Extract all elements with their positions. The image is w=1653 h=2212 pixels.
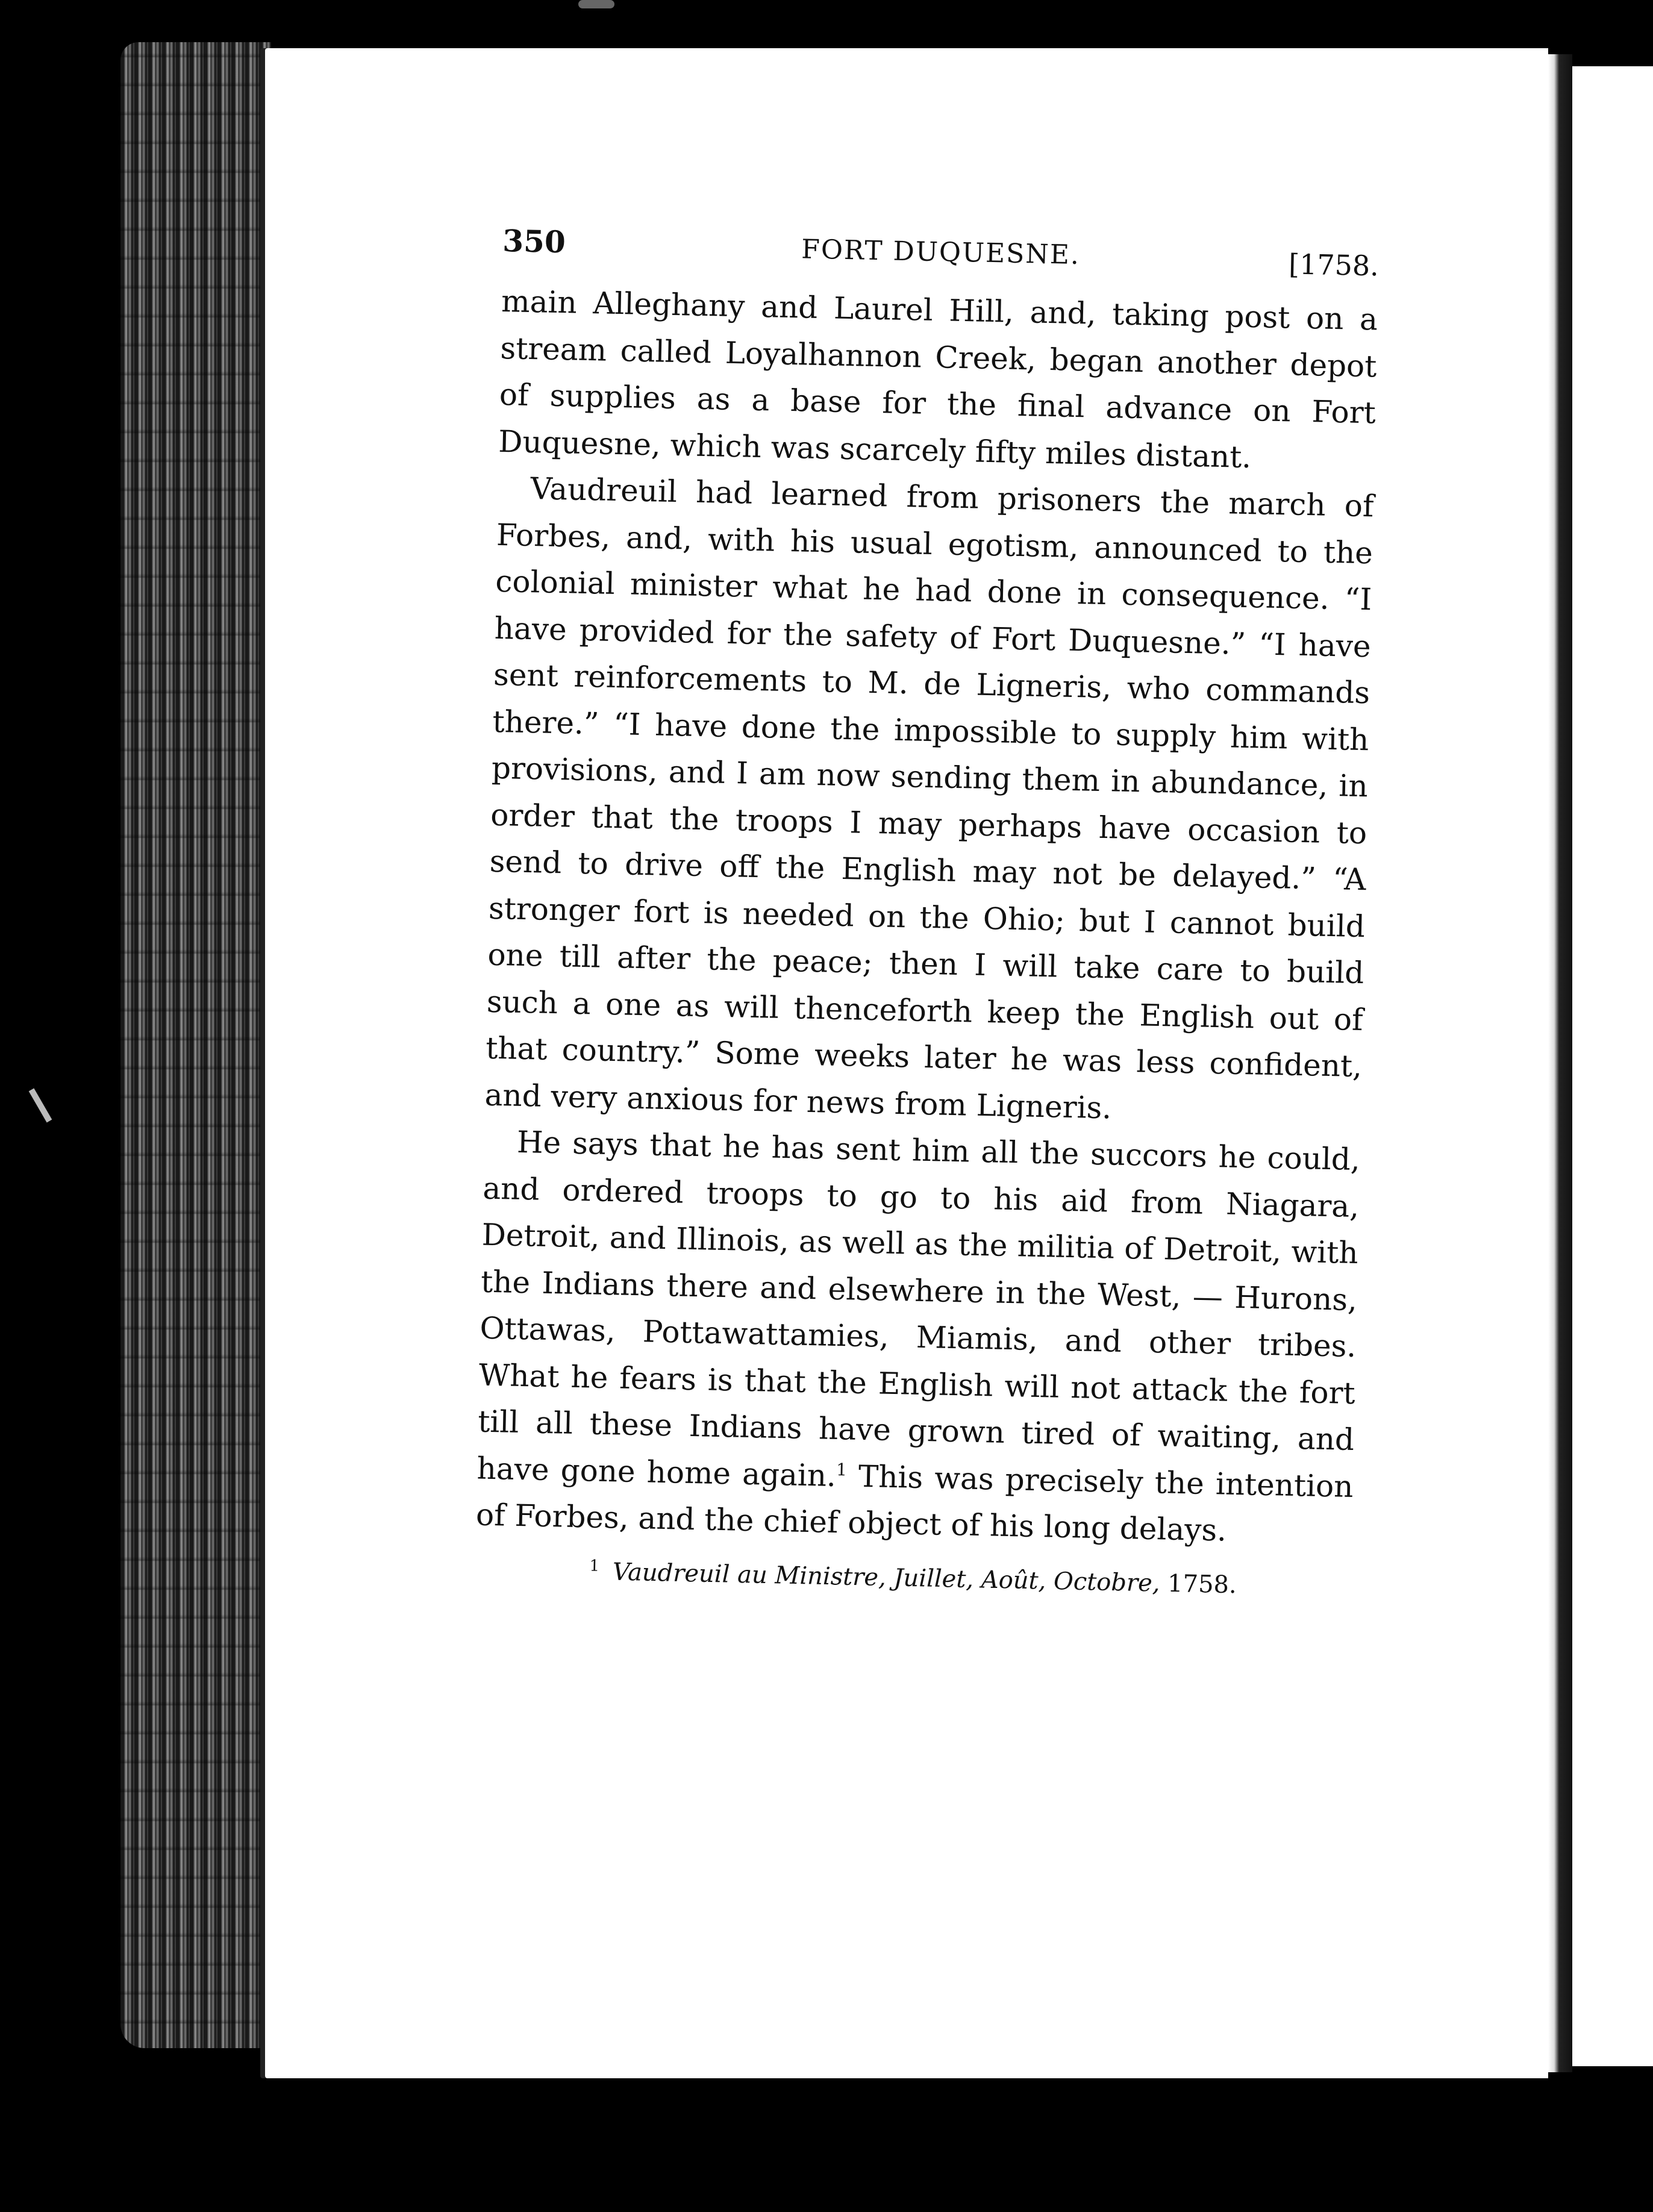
text-block bbox=[475, 223, 1380, 1601]
scan-artifact-mark bbox=[29, 1089, 52, 1123]
body-paragraph bbox=[475, 1119, 1360, 1557]
paragraph-text: He says that he has sent him all the succors he could, and ordered troops to go to his aid from Niagara, Detroit, and Illinois, as well as the militia of Detroit, with the Indians there and elsewhere in the West, — Hurons, Ottawas, Pottawattamies, Miamis, and other tribes. What he fears is that the English will not attack the fort till all these Indians have grown tired of waiting, and have gone home again. bbox=[477, 1124, 1361, 1493]
footnote-reference: 1 bbox=[836, 1459, 848, 1479]
book-page-edges bbox=[120, 42, 271, 2048]
book-gutter bbox=[1548, 54, 1572, 2072]
running-year: [1758. bbox=[1288, 248, 1380, 283]
running-title: FORT DUQUESNE. bbox=[801, 234, 1081, 271]
paragraph-text: This was precisely the intention of Forbes, and the chief object of his long delays. bbox=[475, 1458, 1354, 1548]
scan-smudge bbox=[578, 0, 614, 8]
footnote-marker: 1 bbox=[589, 1556, 600, 1575]
body-paragraph: Vaudreuil had learned from prisoners the march of Forbes, and, with his usual egotism, announced to the colonial minister what he had done in consequence. “I have provided for the safety of Fort Duquesne.” “I have sent reinforcements to M. de Ligneris, who commands there.” “I have done the impossible to supply him with provisions, and I am now sending them in abundance, in order that the troops I may perhaps have occasion to send to drive off the English may not be delayed.” “A stronger fort is needed on the Ohio; but I cannot build one till after the peace; then I will take care to build such a one as will thenceforth keep the English out of that country.” Some weeks later he was less confident, and very anxious for news from Ligneris. bbox=[484, 471, 1375, 1125]
facing-page-edge bbox=[1572, 66, 1653, 2066]
body-paragraph: main Alleghany and Laurel Hill, and, taking post on a stream called Loyalhannon Creek, began another depot of supplies as a base for the final advance on Fort Duquesne, which was scarcely fifty miles distant. bbox=[498, 283, 1378, 475]
footnote-text: Vaudreuil au Ministre, Juillet, Août, Octobre, bbox=[612, 1558, 1160, 1598]
page-number: 350 bbox=[502, 223, 566, 260]
footnote-year: 1758. bbox=[1167, 1569, 1237, 1599]
